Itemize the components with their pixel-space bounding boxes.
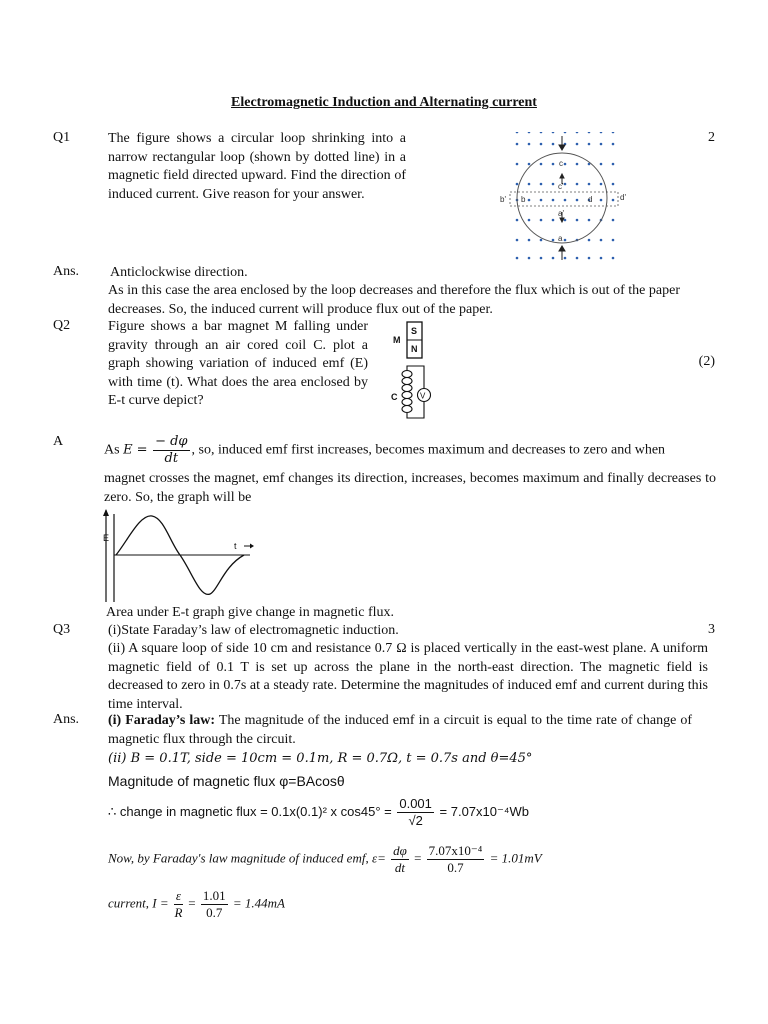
label-d-prime: d' [620, 193, 626, 202]
a3-change-fraction [397, 796, 434, 829]
a1-label: Ans. [53, 264, 80, 279]
a3-law-text: The magnitude of the induced emf in a circuit is equal to the time rate of change of magnetic flux through the circuit. [108, 713, 692, 747]
a3-emf-lhs: Now, by Faraday's law magnitude of induced emf, ε= [108, 850, 386, 866]
a2-eq-num: − dφ [155, 434, 188, 449]
a3-change-line [108, 796, 529, 829]
q3-label: Q3 [53, 622, 71, 637]
a3-cur-num1: ε [175, 888, 182, 903]
a3-cur-rhs: = 1.44mA [232, 895, 285, 911]
a3-change-den: √2 [408, 813, 423, 828]
a2-text-after: , so, induced emf first increases, becomes maximum and decreases to zero and when [191, 442, 666, 458]
a3-emf-num2: 7.07x10⁻⁴ [428, 843, 483, 858]
a3-cur-fraction2 [201, 888, 228, 921]
shrinking-loop-figure [496, 132, 636, 264]
q1-label: Q1 [53, 130, 71, 145]
magnet-north-label: N [411, 344, 418, 354]
a3-law-title: (i) Faraday’s law: [108, 713, 216, 728]
label-a-prime: a' [558, 209, 564, 218]
voltmeter-label: V [420, 391, 426, 401]
a3-emf-fraction1 [391, 843, 409, 876]
page-title: Electromagnetic Induction and Alternating current [231, 95, 537, 110]
a3-label: Ans. [53, 712, 80, 727]
a3-cur-fraction1 [174, 888, 183, 921]
a3-emf-rhs: = 1.01mV [489, 850, 542, 866]
magnet-coil-figure [388, 318, 448, 426]
a3-cur-den2: 0.7 [206, 905, 223, 920]
a3-change-lhs: ∴ change in magnetic flux = 0.1x(0.1)² x cos45° = [108, 803, 392, 819]
emf-time-graph [100, 506, 260, 606]
a2-eq-lhs: E = [123, 442, 148, 458]
a3-current-line [108, 888, 285, 921]
a3-emf-eq: = [414, 850, 422, 866]
a3-emf-num1: dφ [393, 843, 407, 858]
label-c: c [559, 159, 563, 168]
q3-part2: (ii) A square loop of side 10 cm and resistance 0.7 Ω is placed vertically in the east-west plane. A uniform magnetic field of 0.1 T is set up across the plane in the north-east direction. The magnetic field is decreased to zero in 0.7s at a steady rate. Determine the magnitudes of induced emf and current during this time interval. [108, 641, 708, 712]
a3-flux-line: Magnitude of magnetic flux φ=BAcosθ [108, 773, 345, 789]
q1-marks: 2 [708, 130, 715, 145]
label-d: d [588, 195, 593, 204]
q2-marks: (2) [698, 354, 715, 369]
q2-label: Q2 [53, 318, 71, 333]
magnet-label: M [393, 335, 401, 345]
label-b-prime-left: b' [500, 195, 506, 204]
q2-text: Figure shows a bar magnet M falling under gravity through an air cored coil C. plot a graph showing variation of induced emf (E) with time (t). What does the area enclosed by E-t curve depict? [108, 319, 368, 408]
coil-label: C [391, 392, 398, 402]
a1-first-line: Anticlockwise direction. [110, 265, 248, 280]
a1-text: As in this case the area enclosed by the loop decreases and therefore the flux which is out of the paper decreases. So, the induced current will produce flux out of the paper. [108, 283, 680, 317]
a2-text-rest: magnet crosses the magnet, emf changes its direction, increases, becomes maximum and finally decreases to zero. So, the graph will be [104, 471, 716, 505]
a2-label: A [53, 434, 64, 449]
q1-text: The figure shows a circular loop shrinking into a narrow rectangular loop (shown by dotted line) in a magnetic field directed upward. Find the direction of induced current. Give reason for your answer. [108, 131, 406, 202]
a3-law [108, 712, 692, 749]
label-c-prime: c' [558, 182, 564, 191]
a2-conclusion: Area under E-t graph give change in magnetic flux. [106, 605, 395, 620]
graph-x-label: t [234, 541, 237, 551]
a3-emf-line [108, 843, 542, 876]
a3-cur-den1: R [174, 905, 183, 920]
magnet-south-label: S [411, 326, 418, 336]
label-a: a [558, 234, 563, 243]
a3-emf-fraction2 [427, 843, 485, 876]
a3-given: (ii) B = 0.1T, side = 10cm = 0.1m, R = 0.7Ω, t = 0.7s and θ=45° [108, 751, 533, 766]
label-b: b [521, 195, 526, 204]
graph-y-label: E [103, 533, 110, 543]
a3-cur-num2: 1.01 [202, 888, 226, 903]
q3-part1: (i)State Faraday’s law of electromagnetic induction. [108, 623, 399, 638]
a3-cur-eq: = [188, 895, 196, 911]
a3-emf-den1: dt [394, 860, 406, 875]
a3-change-num: 0.001 [399, 796, 432, 811]
a2-equation-line [104, 434, 716, 467]
q3-marks: 3 [708, 622, 715, 637]
a2-fraction [153, 434, 189, 467]
a2-intro: As [104, 442, 120, 458]
a2-eq-den: dt [164, 451, 179, 466]
a3-change-rhs: = 7.07x10⁻⁴Wb [439, 803, 529, 819]
a3-cur-lhs: current, I = [108, 895, 169, 911]
magnetic-field-dots [516, 132, 615, 259]
a3-emf-den2: 0.7 [447, 860, 464, 875]
